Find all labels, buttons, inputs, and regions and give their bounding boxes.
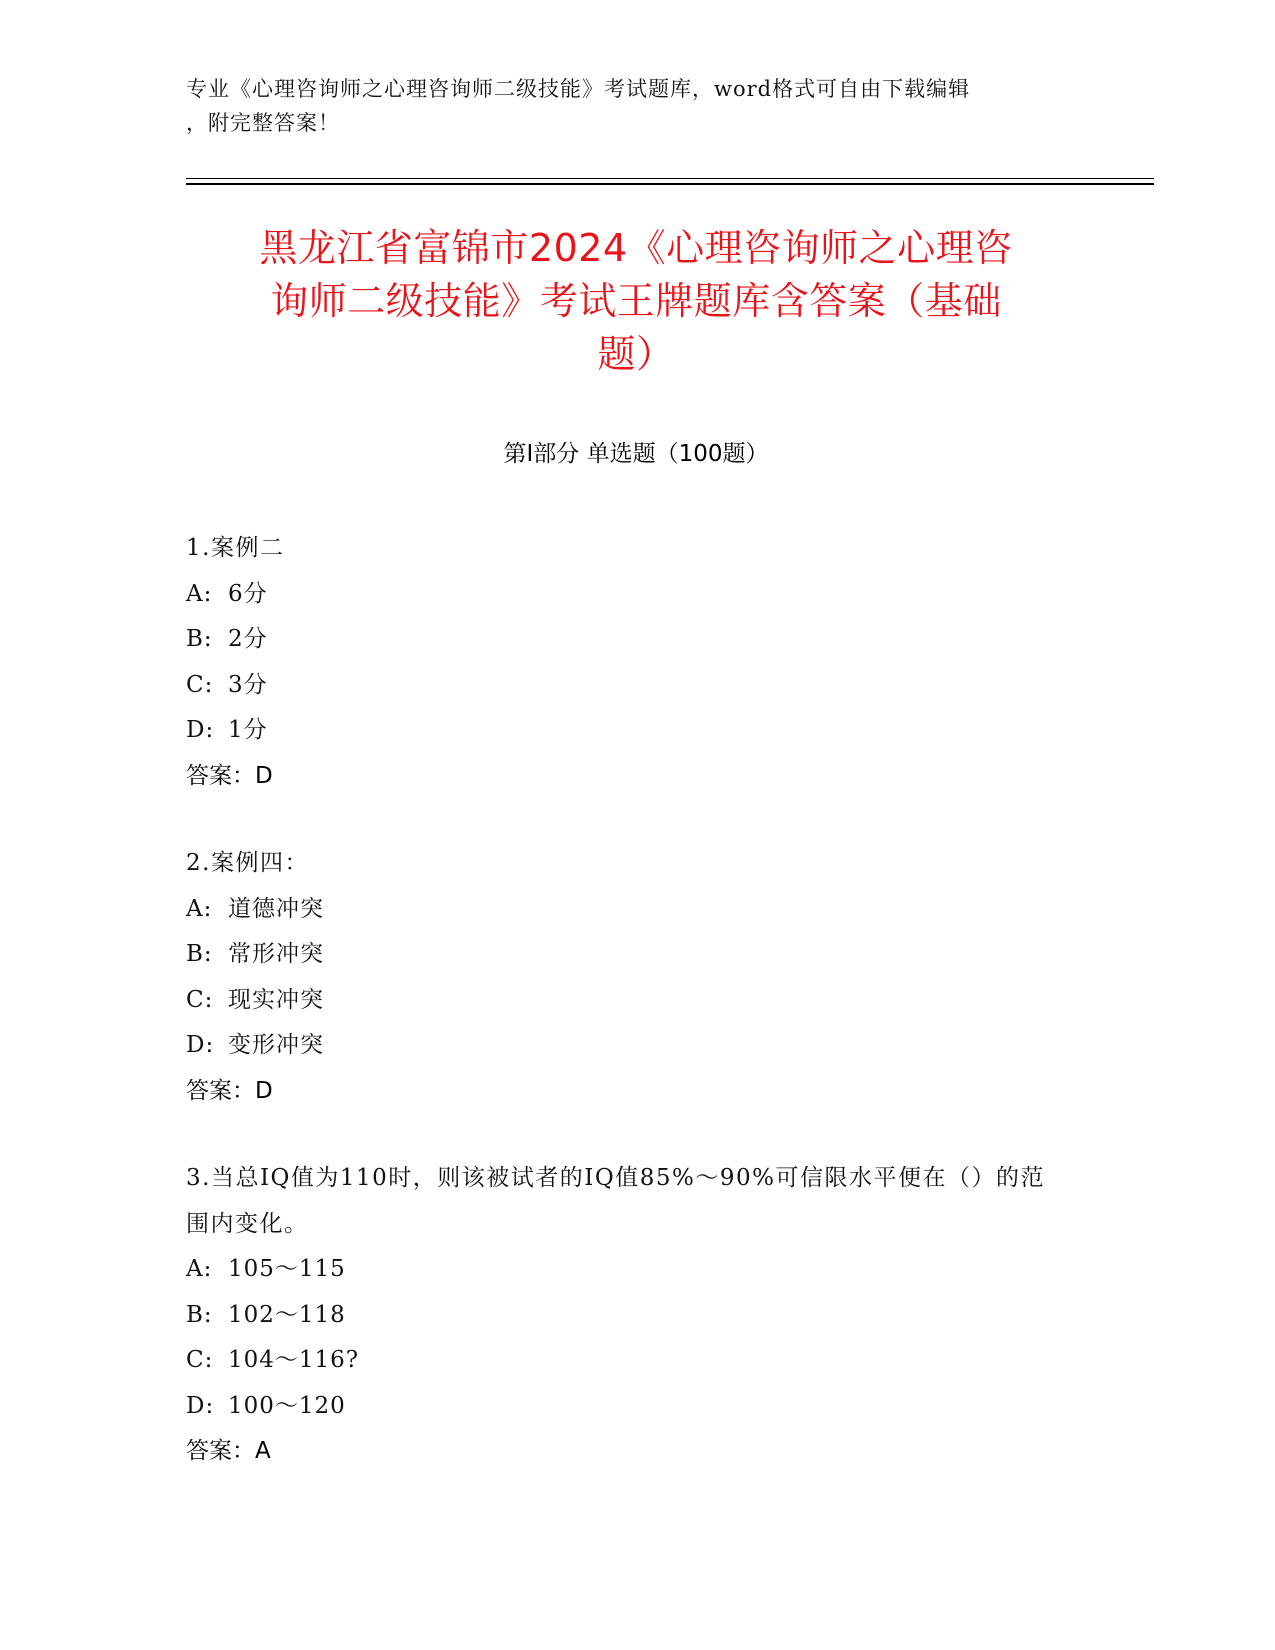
question-stem: 2.案例四： — [186, 850, 309, 876]
option-label: D: — [186, 717, 215, 743]
option-b — [186, 932, 1066, 978]
question-stem: 3.当总IQ值为110时，则该被试者的IQ值85%～90%可信限水平便在（）的范围内变化。 — [186, 1165, 1045, 1237]
option-text: 常形冲突 — [228, 941, 324, 967]
question-item — [186, 526, 1066, 799]
option-text: 变形冲突 — [228, 1032, 324, 1058]
option-label: D: — [186, 1392, 215, 1419]
answer-line: 答案：D — [186, 1077, 273, 1104]
option-c — [186, 1338, 1066, 1384]
option-a — [186, 1247, 1066, 1293]
option-label: D: — [186, 1032, 215, 1058]
option-text: 102～118 — [228, 1301, 346, 1328]
option-d — [186, 1384, 1066, 1430]
option-label: B: — [186, 941, 213, 967]
header-note-line2: ，附完整答案！ — [186, 111, 340, 135]
option-text: 105～115 — [228, 1256, 346, 1282]
option-text: 104～116? — [228, 1347, 360, 1373]
option-a — [186, 572, 1066, 618]
option-label: A: — [186, 895, 213, 922]
option-label: C: — [186, 986, 214, 1013]
option-label: B: — [186, 626, 213, 652]
option-d — [186, 1023, 1066, 1069]
option-text: 道德冲突 — [228, 895, 324, 922]
section-heading: 第I部分 单选题（100题） — [503, 441, 769, 467]
header-note — [186, 72, 1066, 140]
title-line3: 题） — [597, 332, 675, 376]
option-c — [186, 663, 1066, 709]
option-text: 100～120 — [228, 1392, 346, 1419]
question-item — [186, 1156, 1066, 1475]
option-label: A: — [186, 580, 213, 607]
question-stem: 1.案例二 — [186, 535, 285, 561]
header-divider-thin — [186, 178, 1154, 179]
option-text: 3分 — [228, 671, 268, 698]
option-b — [186, 1293, 1066, 1339]
option-d — [186, 708, 1066, 754]
header-note-line1: 专业《心理咨询师之心理咨询师二级技能》考试题库，word格式可自由下载编辑 — [186, 77, 971, 101]
document-title — [186, 222, 1086, 381]
title-line2: 询师二级技能》考试王牌题库含答案（基础 — [270, 279, 1002, 323]
title-line1: 黑龙江省富锦市2024《心理咨询师之心理咨 — [259, 226, 1013, 270]
option-a — [186, 887, 1066, 933]
option-text: 2分 — [228, 626, 268, 652]
option-label: A: — [186, 1256, 213, 1282]
option-c — [186, 978, 1066, 1024]
question-list — [186, 526, 1066, 1517]
header-divider-thick — [186, 183, 1154, 185]
option-text: 现实冲突 — [228, 986, 324, 1013]
option-label: B: — [186, 1301, 213, 1328]
answer-line: 答案：A — [186, 1438, 271, 1464]
option-label: C: — [186, 671, 214, 698]
option-text: 1分 — [228, 717, 268, 743]
option-text: 6分 — [228, 580, 268, 607]
option-label: C: — [186, 1347, 214, 1373]
option-b — [186, 617, 1066, 663]
question-item — [186, 841, 1066, 1114]
answer-line: 答案：D — [186, 762, 273, 789]
